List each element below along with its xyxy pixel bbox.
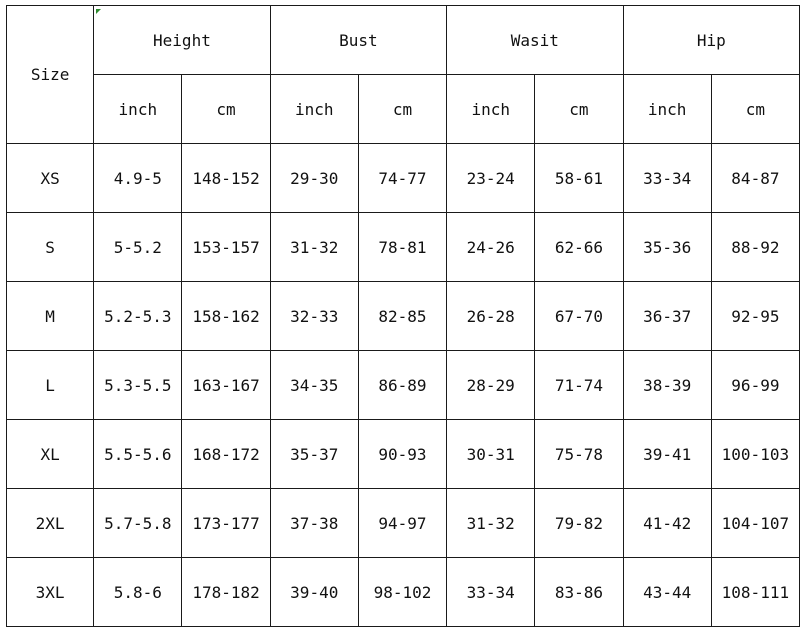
table-cell: 33-34: [447, 558, 535, 627]
table-row: [7, 213, 800, 282]
table-cell: 39-40: [270, 558, 358, 627]
table-cell: 84-87: [711, 144, 799, 213]
table-cell: 31-32: [447, 489, 535, 558]
unit-header: inch: [270, 75, 358, 144]
table-row: [7, 420, 800, 489]
size-chart-sheet: [6, 5, 800, 627]
size-label: 3XL: [7, 558, 94, 627]
table-cell: 96-99: [711, 351, 799, 420]
table-cell: 24-26: [447, 213, 535, 282]
table-cell: 31-32: [270, 213, 358, 282]
table-cell: 62-66: [535, 213, 623, 282]
unit-header: cm: [711, 75, 799, 144]
table-row: [7, 144, 800, 213]
unit-header: cm: [358, 75, 446, 144]
table-cell: 5.3-5.5: [94, 351, 182, 420]
table-cell: 39-41: [623, 420, 711, 489]
table-cell: 28-29: [447, 351, 535, 420]
table-row: [7, 489, 800, 558]
table-cell: 78-81: [358, 213, 446, 282]
table-cell: 30-31: [447, 420, 535, 489]
table-cell: 74-77: [358, 144, 446, 213]
unit-header-row: [7, 75, 800, 144]
table-cell: 33-34: [623, 144, 711, 213]
table-cell: 173-177: [182, 489, 270, 558]
table-cell: 94-97: [358, 489, 446, 558]
size-header: Size: [7, 6, 94, 144]
unit-header: inch: [94, 75, 182, 144]
table-cell: 5-5.2: [94, 213, 182, 282]
table-cell: 153-157: [182, 213, 270, 282]
table-cell: 90-93: [358, 420, 446, 489]
table-cell: 5.8-6: [94, 558, 182, 627]
table-row: [7, 351, 800, 420]
group-header-row: [7, 6, 800, 75]
size-label: M: [7, 282, 94, 351]
size-chart-table: [6, 5, 800, 627]
table-cell: 83-86: [535, 558, 623, 627]
size-label: S: [7, 213, 94, 282]
table-cell: 34-35: [270, 351, 358, 420]
table-cell: 86-89: [358, 351, 446, 420]
selected-cell-marker: [96, 9, 101, 14]
size-label: XS: [7, 144, 94, 213]
table-cell: 41-42: [623, 489, 711, 558]
table-cell: 32-33: [270, 282, 358, 351]
table-cell: 100-103: [711, 420, 799, 489]
group-header-hip: Hip: [623, 6, 799, 75]
table-row: [7, 558, 800, 627]
table-cell: 158-162: [182, 282, 270, 351]
table-cell: 79-82: [535, 489, 623, 558]
table-cell: 98-102: [358, 558, 446, 627]
size-label: 2XL: [7, 489, 94, 558]
table-cell: 58-61: [535, 144, 623, 213]
table-cell: 104-107: [711, 489, 799, 558]
table-cell: 5.5-5.6: [94, 420, 182, 489]
table-cell: 88-92: [711, 213, 799, 282]
group-header-bust: Bust: [270, 6, 446, 75]
group-header-waist: Wasit: [447, 6, 623, 75]
table-cell: 29-30: [270, 144, 358, 213]
table-cell: 37-38: [270, 489, 358, 558]
size-label: L: [7, 351, 94, 420]
unit-header: cm: [535, 75, 623, 144]
table-cell: 108-111: [711, 558, 799, 627]
size-label: XL: [7, 420, 94, 489]
table-row: [7, 282, 800, 351]
table-cell: 178-182: [182, 558, 270, 627]
table-cell: 26-28: [447, 282, 535, 351]
table-cell: 36-37: [623, 282, 711, 351]
table-cell: 5.2-5.3: [94, 282, 182, 351]
table-cell: 38-39: [623, 351, 711, 420]
table-cell: 5.7-5.8: [94, 489, 182, 558]
table-cell: 163-167: [182, 351, 270, 420]
unit-header: inch: [623, 75, 711, 144]
table-cell: 23-24: [447, 144, 535, 213]
group-header-height: Height: [94, 6, 270, 75]
table-cell: 148-152: [182, 144, 270, 213]
table-cell: 75-78: [535, 420, 623, 489]
unit-header: cm: [182, 75, 270, 144]
table-cell: 4.9-5: [94, 144, 182, 213]
unit-header: inch: [447, 75, 535, 144]
table-cell: 82-85: [358, 282, 446, 351]
table-cell: 67-70: [535, 282, 623, 351]
table-cell: 35-36: [623, 213, 711, 282]
table-cell: 35-37: [270, 420, 358, 489]
table-cell: 168-172: [182, 420, 270, 489]
table-cell: 92-95: [711, 282, 799, 351]
table-cell: 43-44: [623, 558, 711, 627]
table-cell: 71-74: [535, 351, 623, 420]
